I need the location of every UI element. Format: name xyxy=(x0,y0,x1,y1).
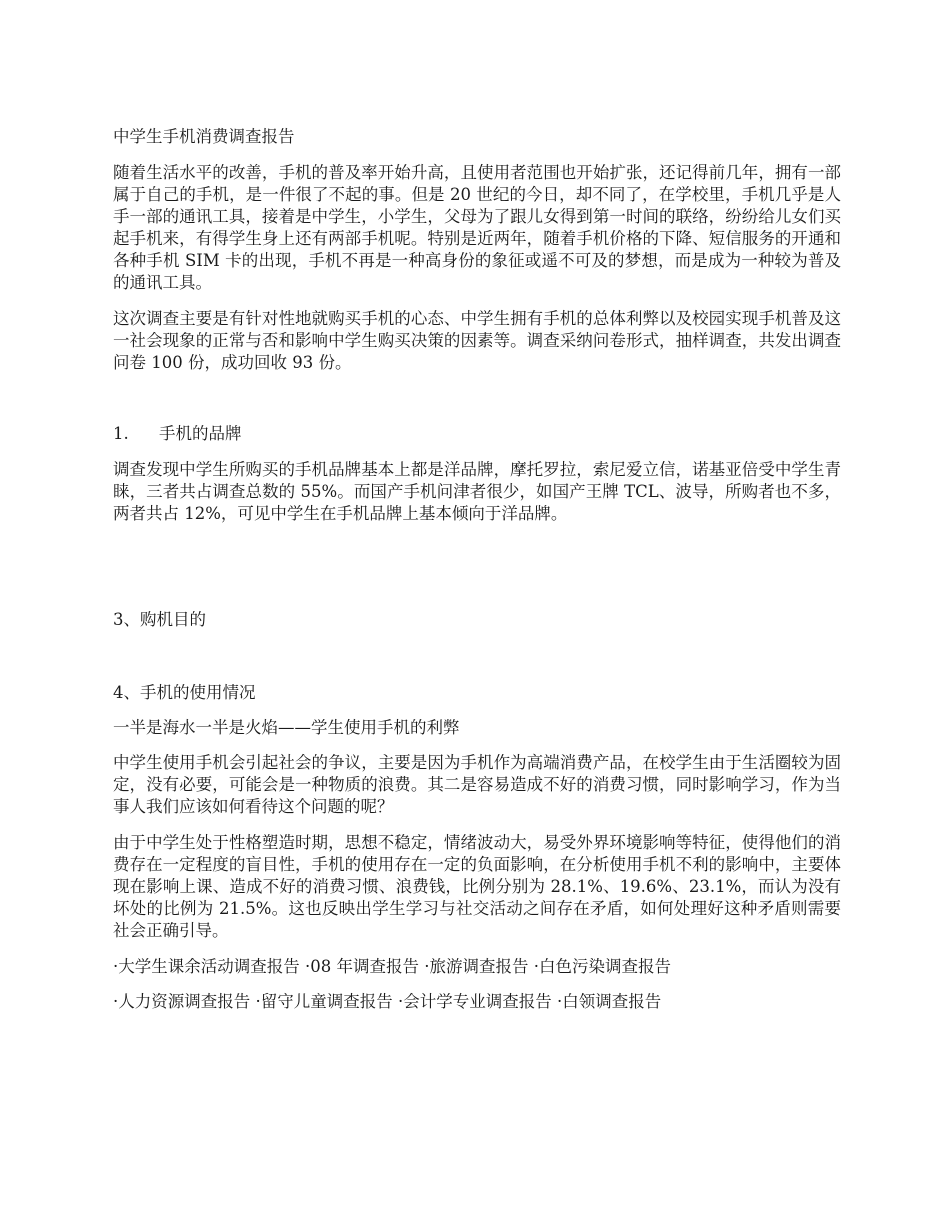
intro-paragraph-1: 随着生活水平的改善，手机的普及率开始升高，且使用者范围也开始扩张，还记得前几年，拥有一部属于自己的手机，是一件很了不起的事。但是 20 世纪的今日，却不同了，在学校里，手机几乎是人手一部的通讯工具，接着是中学生，小学生，父母为了跟儿女得到第一时间的联络，纷纷给儿女们买起手机来，有得学生身上还有两部手机呢。特别是近两年，随着手机价格的下降、短信服务的开通和各种手机 SIM 卡的出现，手机不再是一种高身份的象征或遥不可及的梦想，而是成为一种较为普及的通讯工具。 xyxy=(113,163,841,292)
section-4-subheading: 一半是海水一半是火焰——学生使用手机的利弊 xyxy=(113,718,460,737)
section-4-paragraph-2: 由于中学生处于性格塑造时期，思想不稳定，情绪波动大，易受外界环境影响等特征，使得他们的消费存在一定程度的盲目性，手机的使用存在一定的负面影响，在分析使用手机不利的影响中，主要体现在影响上课、造成不好的消费习惯、浪费钱，比例分别为 28.1%、19.6%、23.1%，而认为没有坏处的比例为 21.5%。这也反映出学生学习与社交活动之间存在矛盾，如何处理好这种矛盾则需要社会正确引导。 xyxy=(113,833,841,940)
related-links-row-1[interactable]: ·大学生课余活动调查报告 ·08 年调查报告 ·旅游调查报告 ·白色污染调查报告 xyxy=(113,957,671,976)
section-4-paragraph-1: 中学生使用手机会引起社会的争议，主要是因为手机作为高端消费产品，在校学生由于生活圈较为固定，没有必要，可能会是一种物质的浪费。其二是容易造成不好的消费习惯，同时影响学习，作为当事人我们应该如何看待这个问题的呢？ xyxy=(113,753,841,816)
section-1-paragraph: 调查发现中学生所购买的手机品牌基本上都是洋品牌，摩托罗拉，索尼爱立信，诺基亚倍受中学生青睐，三者共占调查总数的 55%。而国产手机问津者很少，如国产王牌 TCL、波导，所购者也不多，两者共占 12%，可见中学生在手机品牌上基本倾向于洋品牌。 xyxy=(113,460,841,523)
section-3-heading: 3、购机目的 xyxy=(113,610,206,629)
intro-paragraph-2: 这次调查主要是有针对性地就购买手机的心态、中学生拥有手机的总体利弊以及校园实现手机普及这一社会现象的正常与否和影响中学生购买决策的因素等。调查采纳问卷形式，抽样调查，共发出调查问卷 100 份，成功回收 93 份。 xyxy=(113,309,841,372)
section-1-number: 1. xyxy=(113,424,129,443)
section-4-heading: 4、手机的使用情况 xyxy=(113,683,256,702)
section-1-title: 手机的品牌 xyxy=(159,424,242,443)
related-links-row-2[interactable]: ·人力资源调查报告 ·留守儿童调查报告 ·会计学专业调查报告 ·白领调查报告 xyxy=(113,992,662,1011)
section-1-heading xyxy=(113,423,841,445)
document-title: 中学生手机消费调查报告 xyxy=(113,127,295,146)
